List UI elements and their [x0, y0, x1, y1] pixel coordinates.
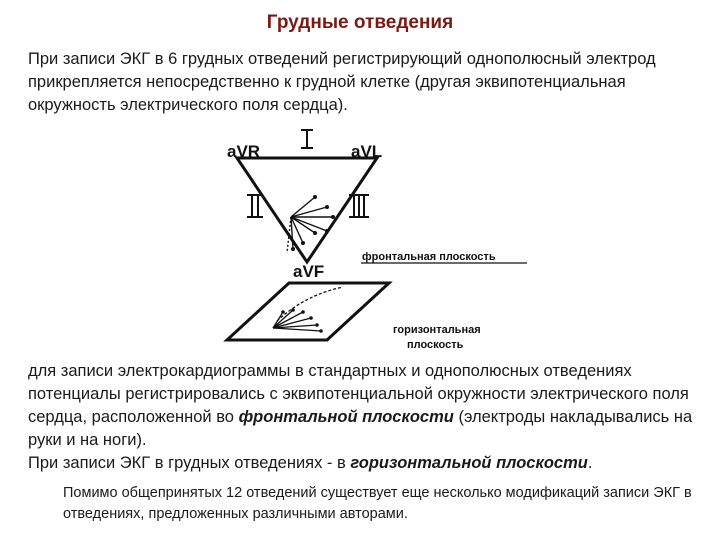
frontal-vector-tips: [291, 195, 335, 251]
intro-paragraph: При записи ЭКГ в 6 грудных отведений регистрирующий однополюсный электрод прикрепляется непосредственно к грудной клетке (другая эквипотенциальная окружность электрического поля сердца).: [28, 50, 656, 114]
label-avf: aVF: [293, 262, 325, 281]
frontal-plane-emphasis: фронтальной плоскости: [238, 408, 454, 426]
lead-ii-marker: [247, 195, 263, 217]
note-paragraph: Помимо общепринятых 12 отведений существует еще несколько модификаций записи ЭКГ в отведениях, предложенных различными авторами.: [63, 485, 692, 522]
label-avr: aVR: [227, 142, 261, 161]
einthoven-triangle: [235, 157, 365, 355]
caption-frontal-plane: фронтальная плоскость: [362, 251, 496, 263]
caption-horizontal-plane-2: плоскость: [407, 339, 464, 351]
caption-horizontal-plane-1: горизонтальная: [393, 324, 481, 336]
body-paragraph: [28, 360, 718, 475]
horizontal-vectors: [273, 287, 343, 331]
ecg-planes-diagram: [215, 125, 545, 355]
horizontal-plane: [227, 283, 389, 340]
lead-iii-marker: [349, 195, 369, 217]
slide-title: Грудные отведения: [266, 12, 454, 33]
body-text-4: .: [587, 454, 593, 472]
lead-i-marker: [301, 130, 313, 148]
body-text-3: При записи ЭКГ в грудных отведениях - в: [28, 454, 351, 472]
horizontal-plane-emphasis: горизонтальной плоскости: [350, 454, 588, 472]
body-text-1: для записи электрокардиограммы в стандартных и однополюсных отведениях потенциалы регистрировались с эквипотенциальной окружности электрического поля сердца, расположенной во: [28, 362, 689, 426]
label-avl: aVL: [351, 142, 383, 161]
body-text-2: (электроды накладывались на руки и на ноги).: [28, 408, 693, 449]
